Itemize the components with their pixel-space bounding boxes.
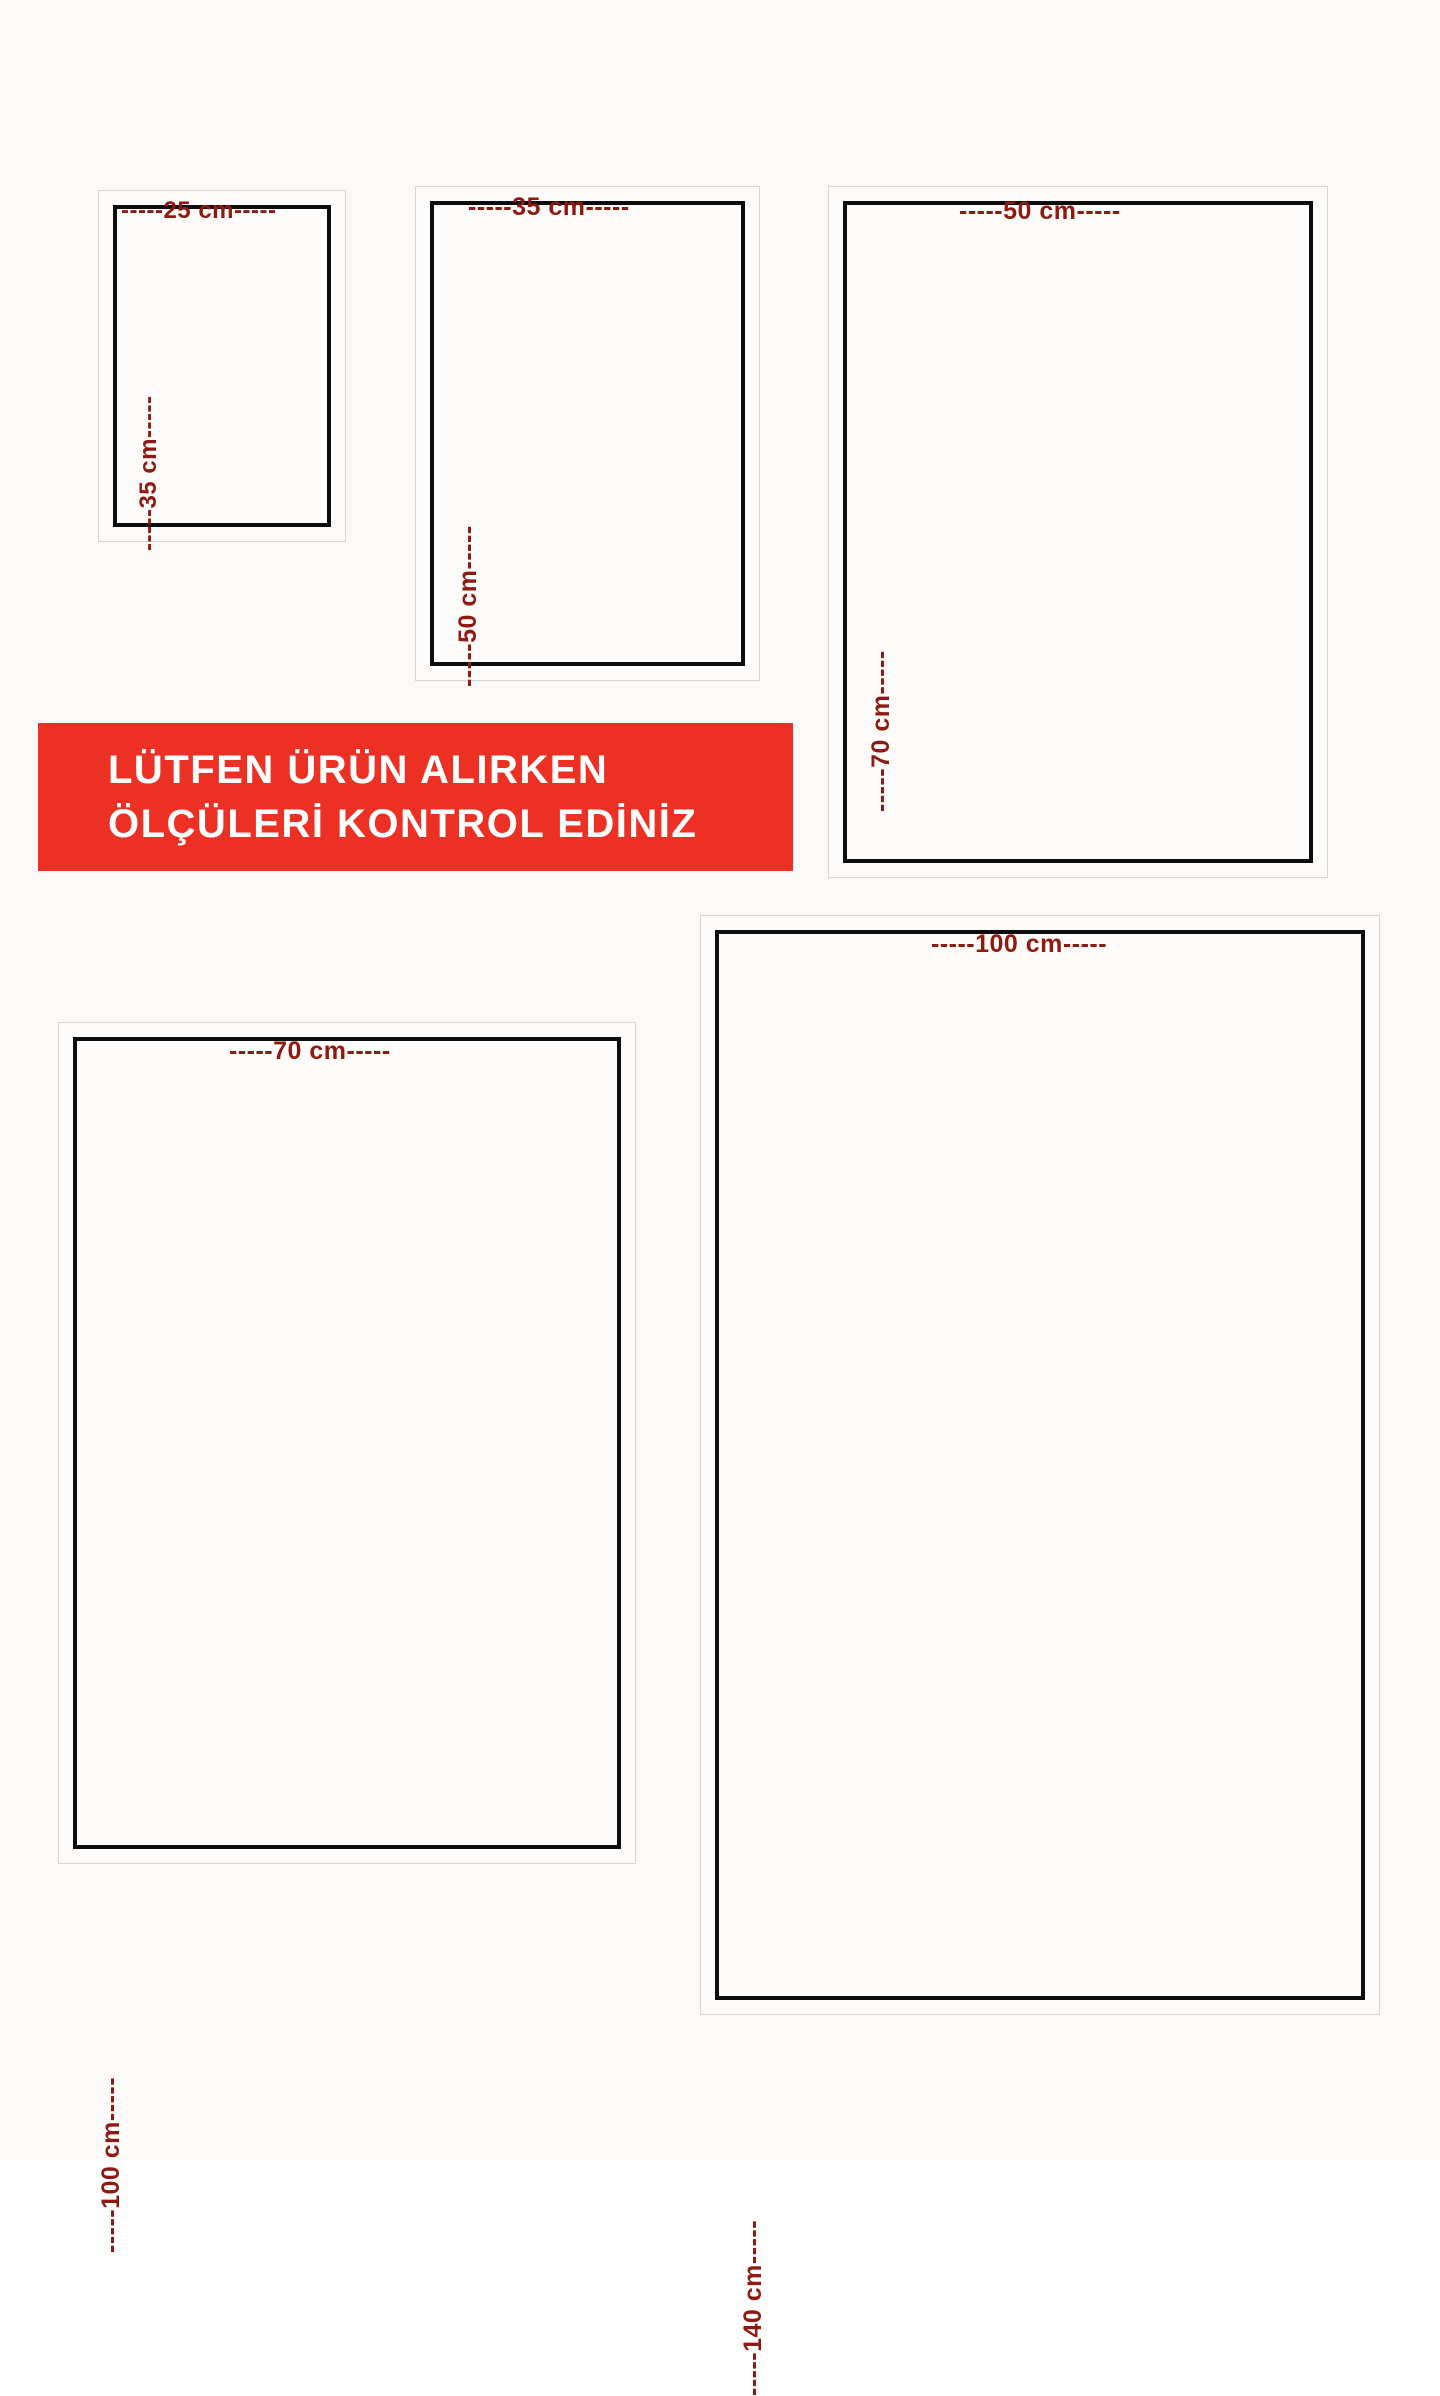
frame-35x50-width-label: -----35 cm----- [468, 193, 630, 221]
frame-50x70-height-label: -----70 cm----- [867, 650, 895, 812]
frame-50x70-width-label: -----50 cm----- [959, 197, 1121, 225]
frame-70x100-height-label: -----100 cm----- [97, 2076, 125, 2253]
frame-50x70 [828, 186, 1328, 878]
frame-70x100-inner [73, 1037, 621, 1849]
warning-line-2: ÖLÇÜLERİ KONTROL EDİNİZ [108, 802, 698, 846]
frame-35x50-height-label: -----50 cm----- [454, 525, 482, 687]
warning-banner [38, 723, 793, 871]
frame-100x140-inner [715, 930, 1365, 2000]
frame-100x140-width-label: -----100 cm----- [931, 930, 1108, 958]
frame-70x100-width-label: -----70 cm----- [229, 1037, 391, 1065]
frame-50x70-inner [843, 201, 1313, 863]
frame-100x140-height-label: -----140 cm----- [739, 2219, 767, 2396]
warning-line-1: LÜTFEN ÜRÜN ALIRKEN [108, 748, 609, 792]
frame-70x100 [58, 1022, 636, 2253]
frame-25x35 [98, 190, 346, 551]
frame-35x50 [415, 186, 760, 687]
frame-100x140 [700, 915, 1380, 2396]
frame-25x35-height-label: -----35 cm----- [135, 395, 162, 551]
frame-25x35-width-label: -----25 cm----- [121, 197, 277, 224]
